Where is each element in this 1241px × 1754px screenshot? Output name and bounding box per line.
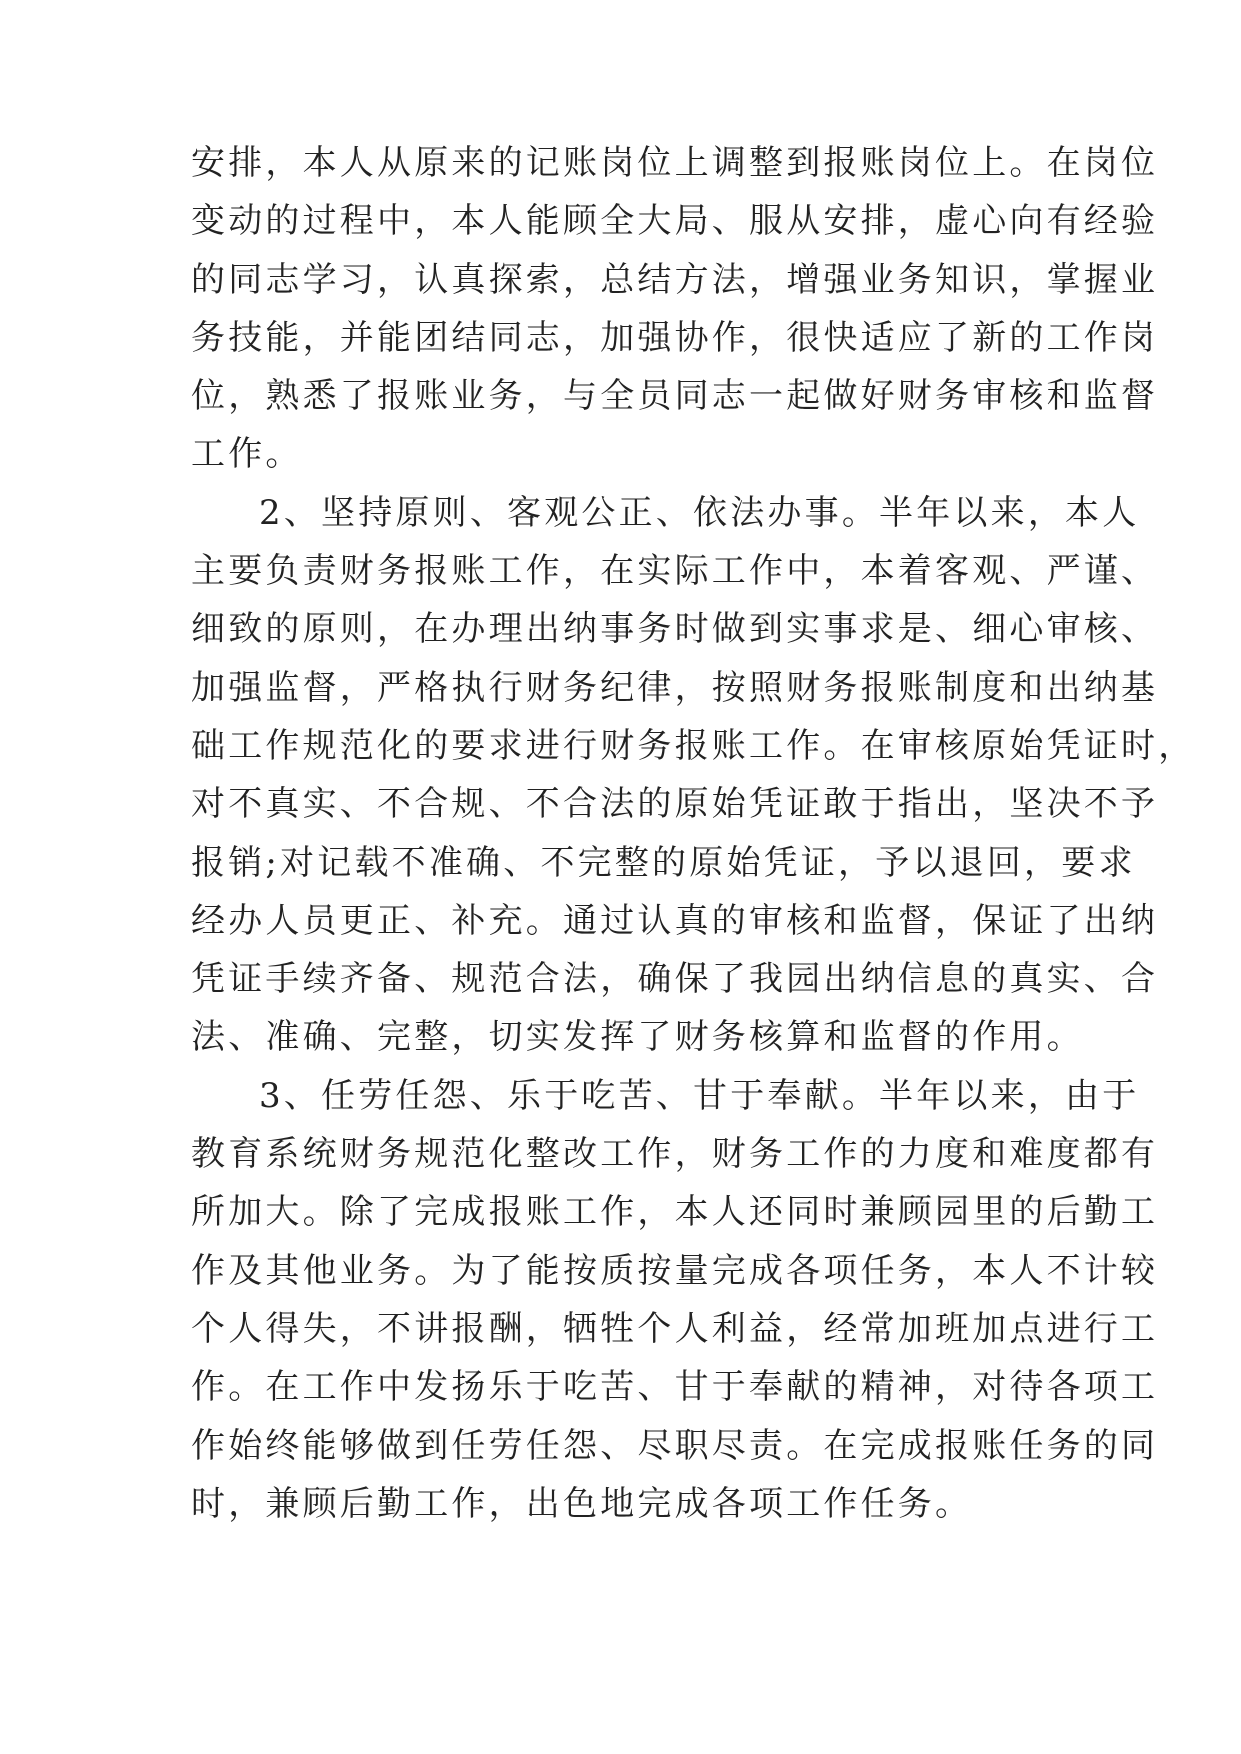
paragraph-3	[191, 1067, 1159, 1533]
paragraph-line: 安排，本人从原来的记账岗位上调整到报账岗位上。在岗位	[191, 143, 1159, 183]
paragraph-line: 主要负责财务报账工作，在实际工作中，本着客观、严谨、	[191, 551, 1159, 592]
paragraph-line: 变动的过程中，本人能顾全大局、服从安排，虚心向有经验	[191, 201, 1159, 242]
paragraph-line: 作始终能够做到任劳任怨、尽职尽责。在完成报账任务的同	[191, 1425, 1159, 1466]
paragraph-line: 细致的原则，在办理出纳事务时做到实事求是、细心审核、	[191, 609, 1159, 650]
paragraph-line: 凭证手续齐备、规范合法，确保了我园出纳信息的真实、合	[191, 959, 1159, 1000]
paragraph-line: 工作。	[191, 434, 303, 475]
paragraph-line: 个人得失，不讲报酬，牺牲个人利益，经常加班加点进行工	[191, 1308, 1159, 1349]
paragraph-line: 所加大。除了完成报账工作，本人还同时兼顾园里的后勤工	[191, 1192, 1159, 1233]
paragraph-line: 报销;对记载不准确、不完整的原始凭证，予以退回，要求	[191, 842, 1136, 883]
paragraph-2	[191, 484, 1196, 1067]
paragraph-1	[191, 134, 1159, 484]
paragraph-line: 作及其他业务。为了能按质按量完成各项任务，本人不计较	[191, 1250, 1159, 1291]
paragraph-line: 教育系统财务规范化整改工作，财务工作的力度和难度都有	[191, 1134, 1159, 1175]
paragraph-line: 3、任劳任怨、乐于吃苦、甘于奉献。半年以来，由于	[259, 1075, 1140, 1116]
document-body	[191, 134, 1196, 1533]
paragraph-line: 经办人员更正、补充。通过认真的审核和监督，保证了出纳	[191, 900, 1159, 941]
paragraph-line: 位，熟悉了报账业务，与全员同志一起做好财务审核和监督	[191, 376, 1159, 417]
paragraph-line: 法、准确、完整，切实发挥了财务核算和监督的作用。	[191, 1017, 1084, 1058]
paragraph-line: 对不真实、不合规、不合法的原始凭证敢于指出，坚决不予	[191, 784, 1159, 825]
paragraph-line: 务技能，并能团结同志，加强协作，很快适应了新的工作岗	[191, 317, 1159, 358]
paragraph-line: 加强监督，严格执行财务纪律，按照财务报账制度和出纳基	[191, 667, 1159, 708]
paragraph-line: 的同志学习，认真探索，总结方法，增强业务知识，掌握业	[191, 259, 1159, 300]
paragraph-line: 作。在工作中发扬乐于吃苦、甘于奉献的精神，对待各项工	[191, 1367, 1159, 1408]
paragraph-line: 2、坚持原则、客观公正、依法办事。半年以来，本人	[259, 492, 1140, 533]
paragraph-line: 础工作规范化的要求进行财务报账工作。在审核原始凭证时，	[191, 725, 1196, 766]
paragraph-line: 时，兼顾后勤工作，出色地完成各项工作任务。	[191, 1483, 973, 1524]
